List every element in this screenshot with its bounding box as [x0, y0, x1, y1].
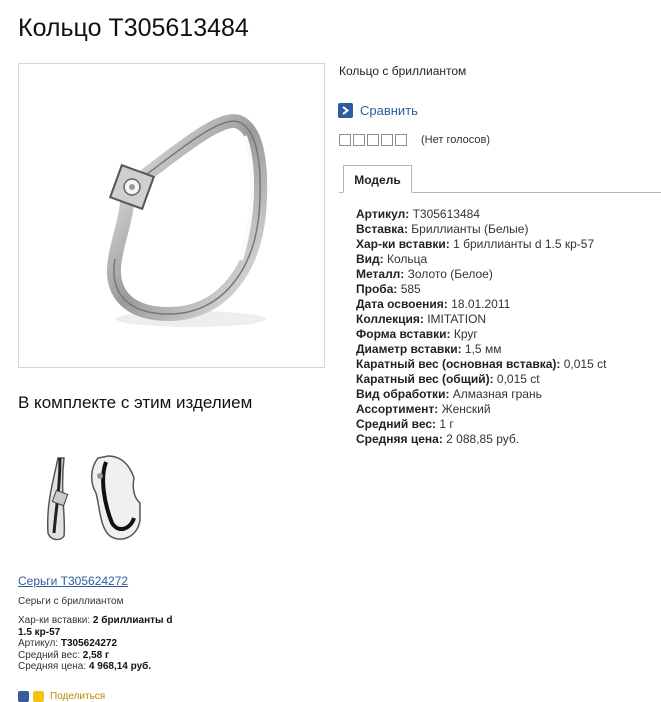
rating-star-icon[interactable] [367, 134, 379, 146]
compare-label: Сравнить [360, 103, 418, 118]
kit-spec-weight: Средний вес: 2,58 г [18, 649, 110, 661]
spec-row: Проба: 585 [356, 282, 421, 296]
compare-button[interactable] [338, 103, 418, 118]
kit-item-link[interactable]: Серьги Т305624272 [18, 574, 129, 588]
earrings-image [30, 448, 160, 548]
spec-row: Каратный вес (основная вставка): 0,015 ct [356, 357, 607, 371]
spec-row: Коллекция: IMITATION [356, 312, 487, 326]
rating-star-icon[interactable] [353, 134, 365, 146]
odnoklassniki-icon[interactable] [33, 691, 44, 702]
rating-widget[interactable] [339, 134, 490, 146]
spec-row: Вид обработки: Алмазная грань [356, 387, 542, 401]
kit-item-description: Серьги с бриллиантом [18, 596, 124, 607]
tab-model[interactable]: Модель [343, 165, 412, 193]
kit-spec-article: Артикул: Т305624272 [18, 638, 118, 649]
kit-section-title: В комплекте с этим изделием [18, 393, 253, 412]
spec-row: Средняя цена: 2 088,85 руб. [356, 432, 520, 446]
kit-item-photo[interactable] [30, 448, 160, 548]
spec-row: Средний вес: 1 г [356, 417, 454, 431]
spec-row: Ассортимент: Женский [356, 402, 491, 416]
product-photo[interactable] [18, 63, 325, 368]
spec-row: Дата освоения: 18.01.2011 [356, 297, 511, 311]
short-description: Кольцо с бриллиантом [339, 64, 467, 78]
rating-star-icon[interactable] [339, 134, 351, 146]
share-bar [18, 691, 105, 702]
spec-row: Вставка: Бриллианты (Белые) [356, 222, 529, 236]
spec-row: Хар-ки вставки: 1 бриллианты d 1.5 кр-57 [356, 237, 595, 251]
page-title: Кольцо Т305613484 [18, 14, 249, 42]
share-label[interactable]: Поделиться [50, 691, 106, 702]
arrow-right-icon [338, 103, 353, 118]
rating-star-icon[interactable] [381, 134, 393, 146]
kit-spec-price: Средняя цена: 4 968,14 руб. [18, 661, 152, 672]
spec-row: Диаметр вставки: 1,5 мм [356, 342, 502, 356]
spec-row: Вид: Кольца [356, 252, 428, 266]
specs-list [356, 207, 606, 447]
kit-spec-insert: Хар-ки вставки: 2 бриллианты d 1.5 кр-57 [18, 615, 173, 638]
kit-item-specs [18, 615, 178, 673]
spec-row: Каратный вес (общий): 0,015 ct [356, 372, 540, 386]
spec-row: Металл: Золото (Белое) [356, 267, 493, 281]
ring-image [19, 64, 324, 367]
facebook-icon[interactable] [18, 691, 29, 702]
rating-star-icon[interactable] [395, 134, 407, 146]
spec-row: Форма вставки: Круг [356, 327, 478, 341]
rating-votes: (Нет голосов) [421, 134, 491, 146]
spec-row: Артикул: Т305613484 [356, 207, 480, 221]
